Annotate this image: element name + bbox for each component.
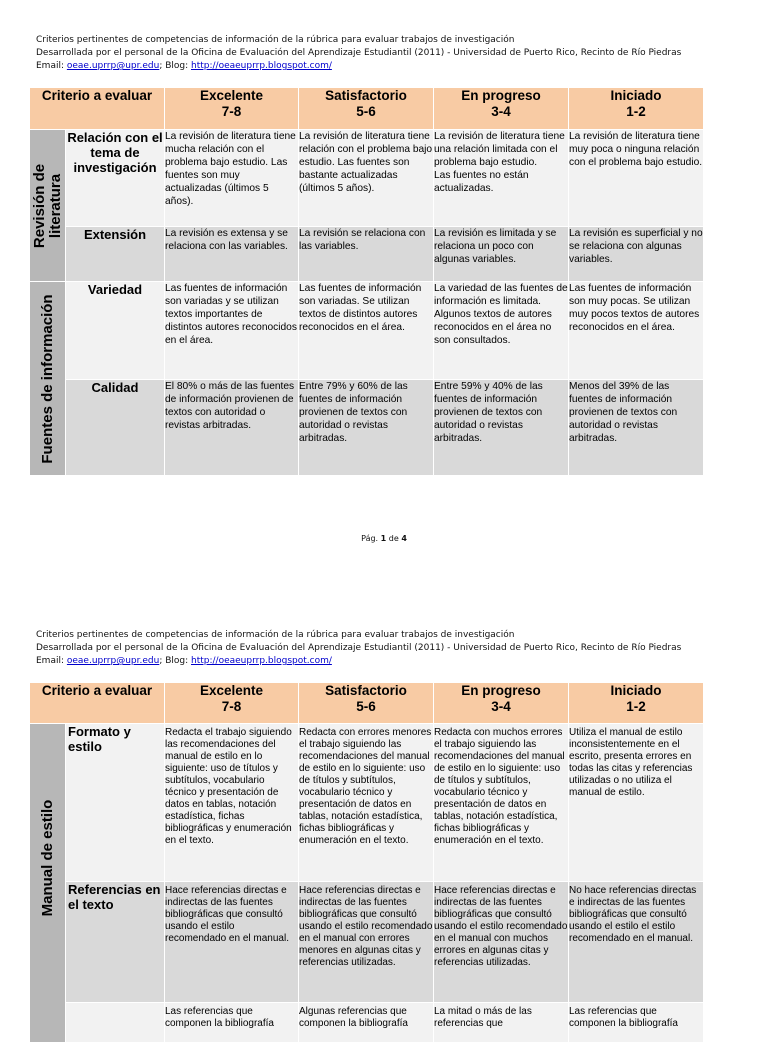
level-range: 7-8 (221, 699, 242, 714)
header-contact (36, 655, 681, 668)
criterion-label: Relación con el tema de investigación (66, 130, 165, 227)
level-range: 1-2 (626, 104, 646, 119)
level-name: Iniciado (610, 88, 662, 103)
email-link[interactable]: oeae.uprrp@upr.edu (66, 61, 160, 71)
rubric-cell: La revisión de literatura tiene relación con el problema bajo estudio. Las fuentes son bastante actualizadas (últimos 5 años). (299, 130, 434, 227)
level-header-excelente (165, 88, 299, 130)
rubric-table-page1 (29, 87, 704, 476)
level-range: 5-6 (356, 699, 376, 714)
page-number-middle: de (386, 534, 402, 543)
rubric-cell: Entre 79% y 60% de las fuentes de información provienen de textos con autoridad o revistas arbitradas. (299, 380, 434, 476)
group-label-fuentes (30, 282, 66, 476)
level-name: En progreso (461, 683, 541, 698)
criterio-header: Criterio a evaluar (30, 683, 165, 724)
level-header-iniciado (569, 683, 704, 724)
level-name: Excelente (199, 683, 264, 698)
header-contact (36, 60, 681, 73)
criterion-label: Formato y estilo (66, 724, 165, 882)
level-range: 3-4 (491, 104, 511, 119)
criterio-header: Criterio a evaluar (30, 88, 165, 130)
table-row (30, 882, 704, 1003)
criterion-label: Variedad (66, 282, 165, 380)
email-label: Email: (36, 656, 67, 666)
page-number-current: 1 (380, 534, 387, 543)
rubric-cell: Hace referencias directas e indirectas de las fuentes bibliográficas que consultó usando el estilo recomendado en el manual con muchos errores en algunas citas y referencias utilizadas. (434, 882, 569, 1003)
level-header-en-progreso (434, 683, 569, 724)
level-range: 1-2 (626, 699, 646, 714)
blog-label: ; Blog: (159, 656, 191, 666)
rubric-cell: La revisión de literatura tiene muy poca o ninguna relación con el problema bajo estudio. (569, 130, 704, 227)
rubric-cell: Menos del 39% de las fuentes de información provienen de textos con autoridad o revistas arbitradas. (569, 380, 704, 476)
level-name: Satisfactorio (325, 683, 407, 698)
blog-link[interactable]: http://oeaeuprrp.blogspot.com/ (191, 656, 332, 666)
rubric-cell: La variedad de las fuentes de información es limitada. Algunos textos de autores reconocidos en el área no son consultados. (434, 282, 569, 380)
level-header-excelente (165, 683, 299, 724)
table-row (30, 380, 704, 476)
rubric-cell: Redacta con errores menores el trabajo siguiendo las recomendaciones del manual de estilo en lo siguiente: uso de títulos y subtítulos, vocabulario técnico y presentación de datos en tablas, notación estadística, fichas bibliográficas y enumeración en el texto. (299, 724, 434, 882)
level-range: 5-6 (356, 104, 376, 119)
rubric-table-page2 (29, 682, 704, 1043)
email-link[interactable]: oeae.uprrp@upr.edu (66, 656, 160, 666)
rubric-cell: Algunas referencias que componen la bibliografía (299, 1003, 434, 1043)
table-row (30, 724, 704, 882)
rubric-cell: La revisión se relaciona con las variables. (299, 227, 434, 282)
rubric-cell: No hace referencias directas e indirectas de las fuentes bibliográficas que consultó usando el estilo el estilo recomendado en el manual. (569, 882, 704, 1003)
level-name: Excelente (199, 88, 264, 103)
group-label-revision (30, 130, 66, 282)
rubric-cell: La revisión es limitada y se relaciona un poco con algunas variables. (434, 227, 569, 282)
rubric-cell: Las fuentes de información son muy pocas. Se utilizan muy pocos textos de autores reconocidos en el área. (569, 282, 704, 380)
rubric-cell: La revisión es extensa y se relaciona con las variables. (165, 227, 299, 282)
page-number-total: 4 (401, 534, 407, 543)
rubric-cell: Hace referencias directas e indirectas de las fuentes bibliográficas que consultó usando el estilo recomendado en el manual. (165, 882, 299, 1003)
level-name: En progreso (461, 88, 541, 103)
page1-header (36, 34, 681, 73)
blog-link[interactable]: http://oeaeuprrp.blogspot.com/ (191, 61, 332, 71)
rubric-cell: Las referencias que componen la bibliografía (569, 1003, 704, 1043)
header-title: Criterios pertinentes de competencias de información de la rúbrica para evaluar trabajos de investigación (36, 35, 515, 45)
criterion-label (66, 1003, 165, 1043)
criterion-label: Referencias en el texto (66, 882, 165, 1003)
header-title: Criterios pertinentes de competencias de información de la rúbrica para evaluar trabajos de investigación (36, 630, 515, 640)
rubric-cell: Redacta con muchos errores el trabajo siguiendo las recomendaciones del manual de estilo en lo siguiente: uso de títulos y subtítulos, vocabulario técnico y presentación de datos en tablas, notación estadística, fichas bibliográficas y enumeración en el texto. (434, 724, 569, 882)
rubric-cell: Hace referencias directas e indirectas de las fuentes bibliográficas que consultó usando el estilo recomendado en el manual con errores menores en algunas citas y referencias utilizadas. (299, 882, 434, 1003)
header-subtitle: Desarrollada por el personal de la Oficina de Evaluación del Aprendizaje Estudiantil (2011) - Universidad de Puerto Rico, Recinto de Río Piedras (36, 48, 682, 58)
group-label-line: literatura (46, 173, 64, 238)
page2-header (36, 629, 681, 668)
group-label-line: Fuentes de información (38, 293, 56, 464)
level-range: 7-8 (221, 104, 242, 119)
level-header-en-progreso (434, 88, 569, 130)
page-number-prefix: Pág. (361, 534, 381, 543)
group-label-manual (30, 724, 66, 1043)
level-name: Satisfactorio (325, 88, 407, 103)
group-label-line: Revisión de (30, 163, 48, 248)
criterion-label: Extensión (66, 227, 165, 282)
group-label-line: Manual de estilo (38, 799, 56, 916)
page-number (0, 534, 768, 543)
rubric-cell: La revisión es superficial y no se relaciona con algunas variables. (569, 227, 704, 282)
level-range: 3-4 (491, 699, 511, 714)
rubric-cell: Redacta el trabajo siguiendo las recomendaciones del manual de estilo en lo siguiente: uso de títulos y subtítulos, vocabulario técnico y presentación de datos en tablas, notación estadística, fichas bibliográficas y enumeración en el texto. (165, 724, 299, 882)
rubric-cell: La revisión de literatura tiene una relación limitada con el problema bajo estudio. Las fuentes no están actualizadas. (434, 130, 569, 227)
level-header-satisfactorio (299, 88, 434, 130)
level-name: Iniciado (610, 683, 662, 698)
rubric-cell: Utiliza el manual de estilo inconsistentemente en el escrito, presenta errores en todas las citas y referencias utilizadas o no utiliza el manual de estilo. (569, 724, 704, 882)
rubric-cell: El 80% o más de las fuentes de información provienen de textos con autoridad o revistas arbitradas. (165, 380, 299, 476)
table-row (30, 227, 704, 282)
rubric-cell: Las fuentes de información son variadas. Se utilizan textos de distintos autores reconocidos en el área. (299, 282, 434, 380)
rubric-cell: La revisión de literatura tiene mucha relación con el problema bajo estudio. Las fuentes son muy actualizadas (últimos 5 años). (165, 130, 299, 227)
table-row (30, 130, 704, 227)
criterion-label: Calidad (66, 380, 165, 476)
header-subtitle: Desarrollada por el personal de la Oficina de Evaluación del Aprendizaje Estudiantil (2011) - Universidad de Puerto Rico, Recinto de Río Piedras (36, 643, 682, 653)
level-header-iniciado (569, 88, 704, 130)
rubric-cell: Las referencias que componen la bibliografía (165, 1003, 299, 1043)
rubric-cell: La mitad o más de las referencias que (434, 1003, 569, 1043)
rubric-cell: Las fuentes de información son variadas y se utilizan textos importantes de distintos autores reconocidos en el área. (165, 282, 299, 380)
table-row (30, 1003, 704, 1043)
table-row (30, 282, 704, 380)
email-label: Email: (36, 61, 67, 71)
blog-label: ; Blog: (159, 61, 191, 71)
rubric-cell: Entre 59% y 40% de las fuentes de información provienen de textos con autoridad o revistas arbitradas. (434, 380, 569, 476)
level-header-satisfactorio (299, 683, 434, 724)
